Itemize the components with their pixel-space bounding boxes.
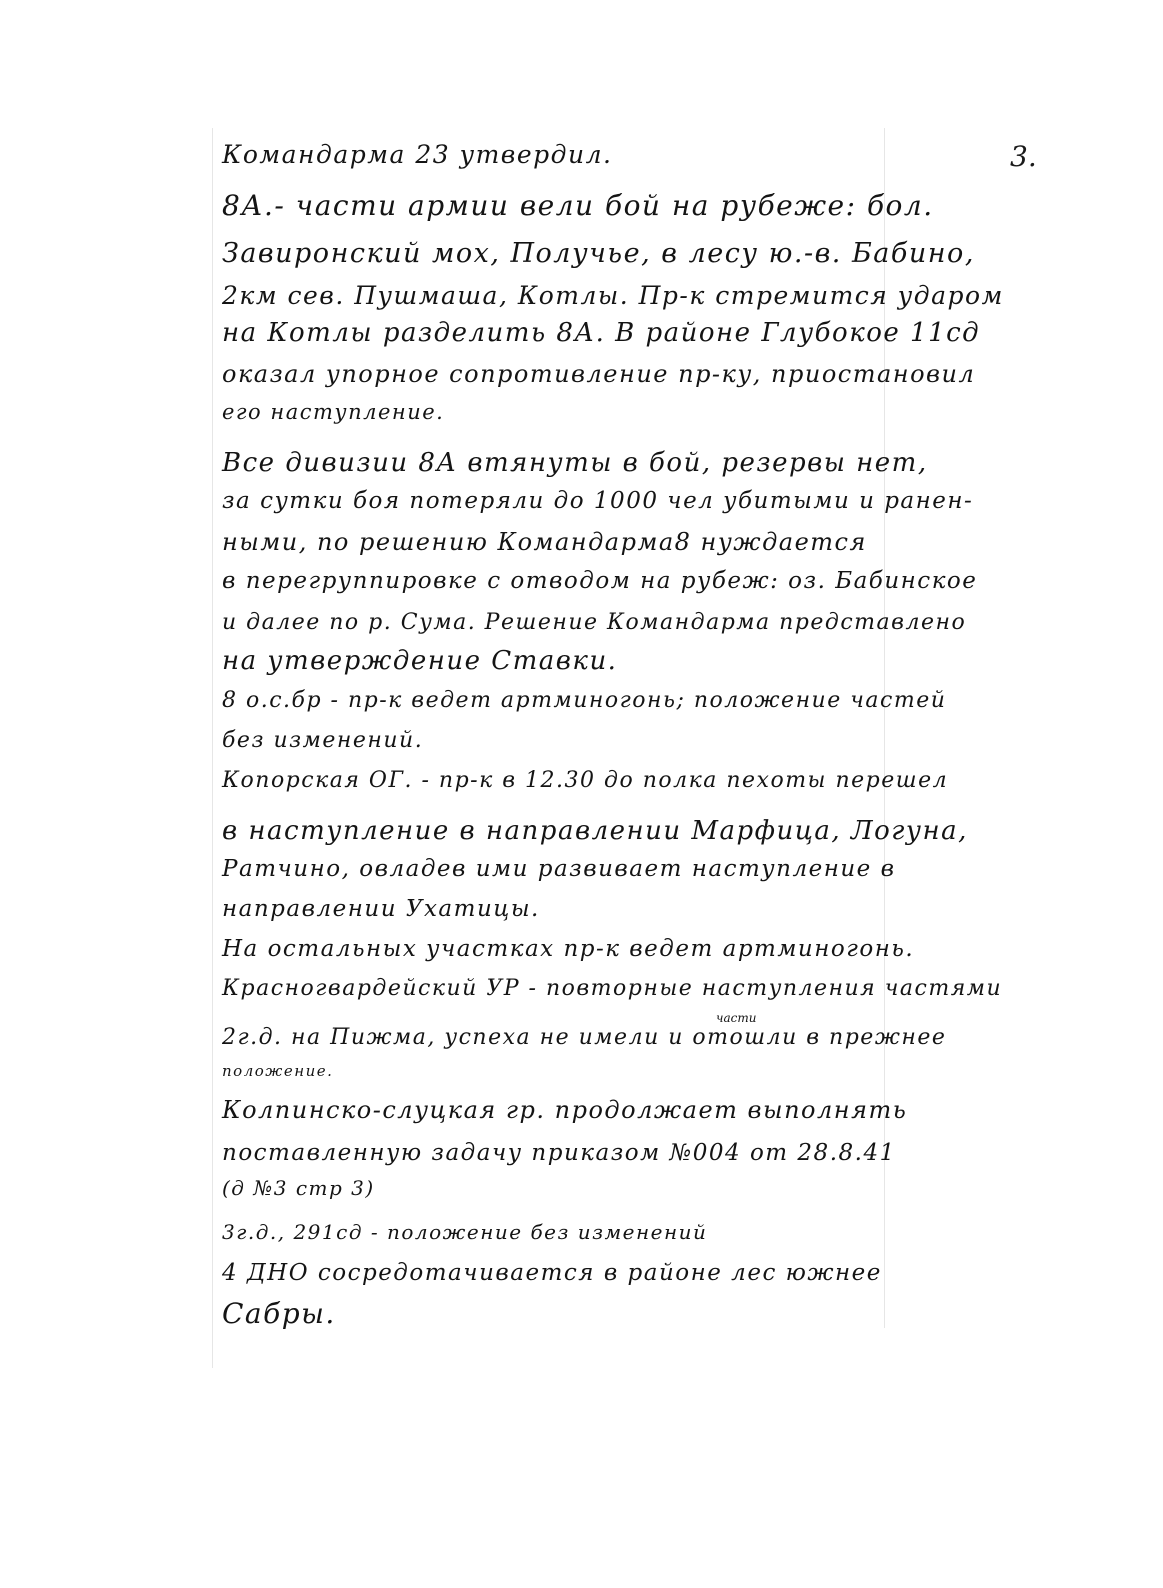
text-line: за сутки боя потеряли до 1000 чел убитыми и ранен- xyxy=(222,488,974,514)
text-line: Копорская ОГ. - пр-к в 12.30 до полка пехоты перешел xyxy=(222,768,949,793)
text-line: 3г.д., 291сд - положение без изменений xyxy=(222,1220,708,1244)
text-line: Командарма 23 утвердил. xyxy=(222,140,613,169)
text-line: направлении Ухатицы. xyxy=(222,896,540,922)
text-line: без изменений. xyxy=(222,728,424,753)
text-line: 8 о.с.бр - пр-к ведет артминогонь; положение частей xyxy=(222,688,947,713)
text-line: его наступление. xyxy=(222,400,445,424)
text-line: На остальных участках пр-к ведет артминогонь. xyxy=(222,936,915,962)
text-line: на утверждение Ставки. xyxy=(222,646,618,676)
page-number: 3. xyxy=(1010,140,1037,173)
text-line: Колпинско-слуцкая гр. продолжает выполнять xyxy=(222,1096,908,1124)
text-line: Все дивизии 8А втянуты в бой, резервы нет, xyxy=(222,448,928,478)
text-line: 2г.д. на Пижма, успеха не имели и отошли в прежнее xyxy=(222,1025,947,1050)
text-line: на Котлы разделить 8А. В районе Глубокое 11сд xyxy=(222,318,981,348)
text-line: положение. xyxy=(222,1062,334,1080)
text-line: Ратчино, овладев ими развивает наступление в xyxy=(222,856,896,882)
text-line: 4 ДНО сосредотачивается в районе лес южнее xyxy=(222,1260,882,1286)
text-line: Завиронский мох, Получье, в лесу ю.-в. Бабино, xyxy=(222,238,975,269)
text-line: Красногвардейский УР - повторные наступления частями xyxy=(222,976,1003,1001)
text-line: 8А.- части армии вели бой на рубеже: бол. xyxy=(222,189,934,222)
text-line: в наступление в направлении Марфица, Логуна, xyxy=(222,816,968,846)
text-line: Сабры. xyxy=(222,1297,336,1330)
text-line: поставленную задачу приказом №004 от 28.8.41 xyxy=(222,1140,896,1166)
insertion-note: части xyxy=(716,1011,757,1025)
text-line: и далее по р. Сума. Решение Командарма представлено xyxy=(222,610,967,635)
text-line: оказал упорное сопротивление пр-ку, приостановил xyxy=(222,360,976,388)
text-line: (д №3 стр 3) xyxy=(222,1176,375,1200)
text-line: 2км сев. Пушмаша, Котлы. Пр-к стремится ударом xyxy=(222,281,1004,310)
text-line: в перегруппировке с отводом на рубеж: оз. Бабинское xyxy=(222,568,978,594)
text-line: ными, по решению Командарма8 нуждается xyxy=(222,528,867,556)
